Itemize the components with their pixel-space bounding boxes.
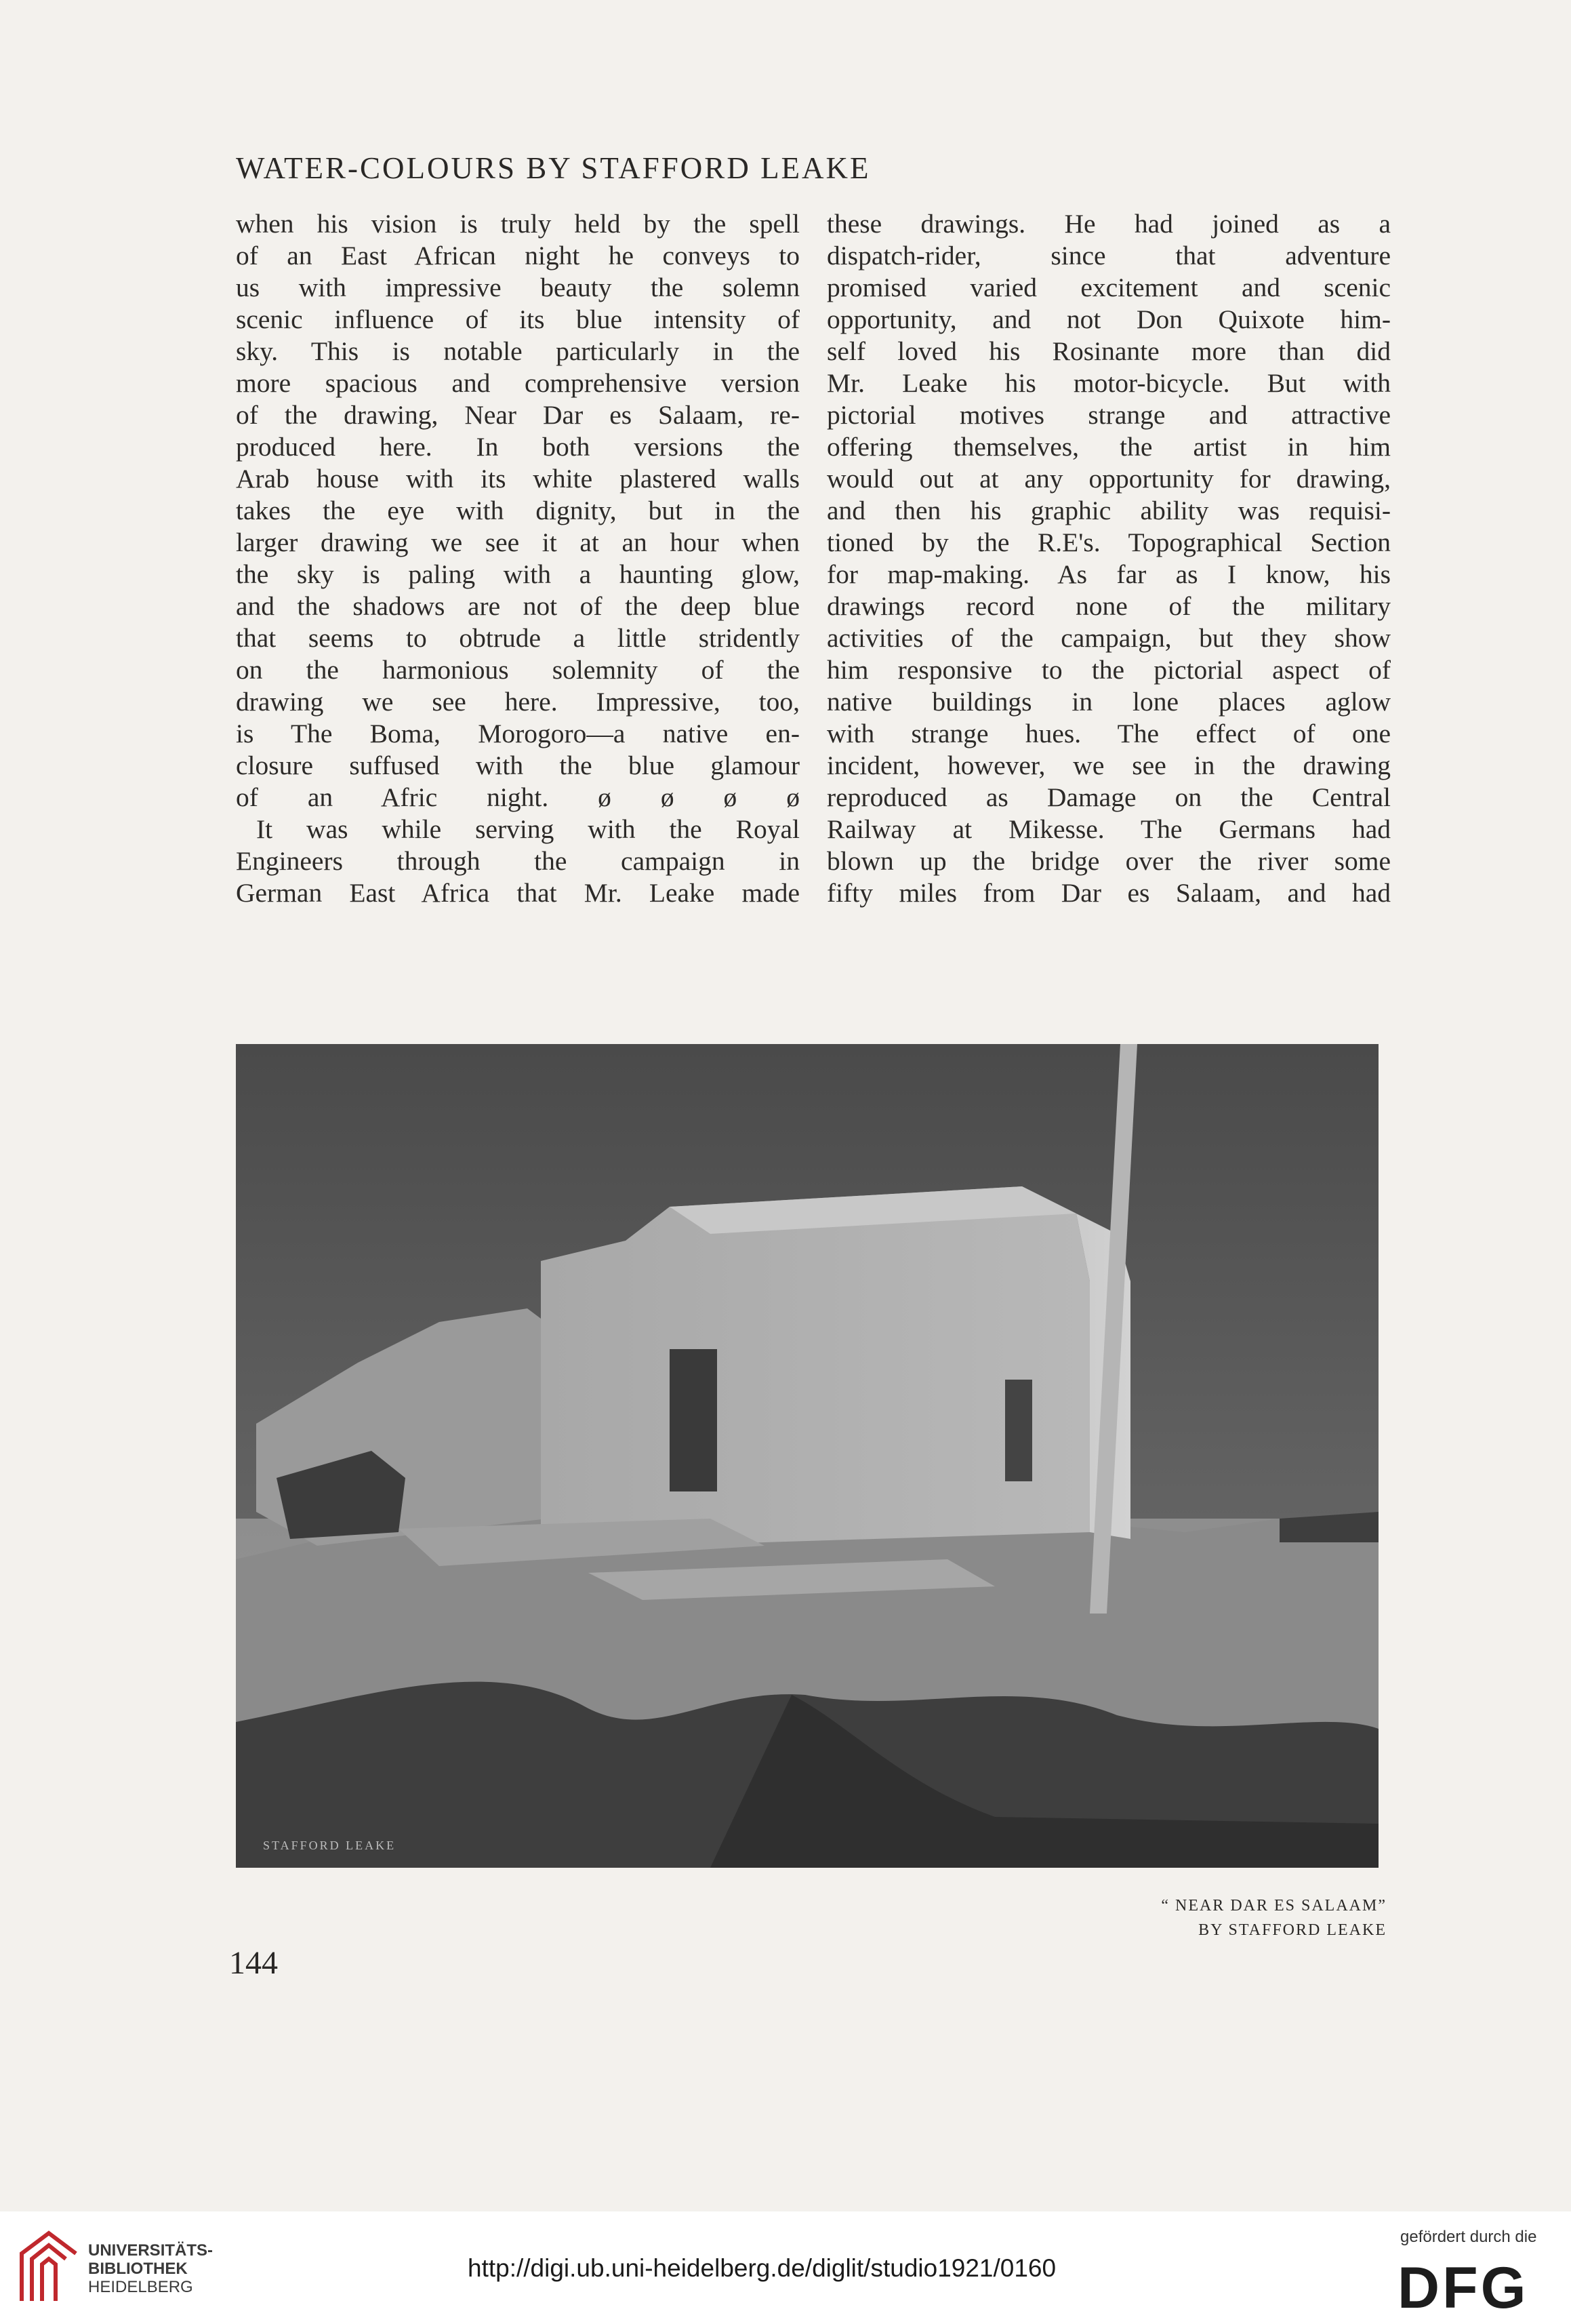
left-text-column — [236, 208, 800, 909]
left-column-line: sky. This is notable particularly in the — [236, 336, 800, 366]
left-column-line: German East Africa that Mr. Leake made — [236, 878, 800, 908]
page-number: 144 — [229, 1945, 278, 1981]
right-column-line: dispatch-rider, since that adventure — [827, 241, 1391, 271]
caption-title: “ NEAR DAR ES SALAAM” — [1161, 1897, 1387, 1915]
running-head: WATER-COLOURS BY STAFFORD LEAKE — [236, 151, 871, 185]
right-column-line: these drawings. He had joined as a — [827, 209, 1391, 239]
left-column-line: that seems to obtrude a little stridently — [236, 623, 800, 653]
library-name — [88, 2241, 213, 2296]
right-column-line: for map-making. As far as I know, his — [827, 559, 1391, 589]
right-column-line: incident, however, we see in the drawing — [827, 750, 1391, 780]
left-column-line: more spacious and comprehensive version — [236, 368, 800, 398]
left-column-line: produced here. In both versions the — [236, 432, 800, 462]
right-column-line: tioned by the R.E's. Topographical Section — [827, 527, 1391, 557]
right-column-line: with strange hues. The effect of one — [827, 719, 1391, 748]
right-column-line: would out at any opportunity for drawing, — [827, 464, 1391, 494]
left-column-line: Arab house with its white plastered walls — [236, 464, 800, 494]
left-column-line: It was while serving with the Royal — [256, 814, 800, 844]
library-name-line1: UNIVERSITÄTS- — [88, 2241, 213, 2260]
left-column-line: drawing we see here. Impressive, too, — [236, 687, 800, 717]
permalink-url[interactable]: http://digi.ub.uni-heidelberg.de/diglit/studio1921/0160 — [468, 2254, 1057, 2282]
right-column-line: Railway at Mikesse. The Germans had — [827, 814, 1391, 844]
library-name-line2: BIBLIOTHEK — [88, 2260, 188, 2278]
illustration-near-dar-es-salaam — [236, 1044, 1379, 1868]
left-column-line: when his vision is truly held by the spell — [236, 209, 800, 239]
left-column-line: Engineers through the campaign in — [236, 846, 800, 876]
university-library-logo-icon[interactable] — [15, 2226, 83, 2308]
house-window — [1005, 1380, 1032, 1481]
left-column-line: of the drawing, Near Dar es Salaam, re- — [236, 400, 800, 430]
right-column-line: reproduced as Damage on the Central — [827, 782, 1391, 812]
left-column-line: us with impressive beauty the solemn — [236, 273, 800, 302]
right-column-line: him responsive to the pictorial aspect of — [827, 655, 1391, 685]
right-column-line: and then his graphic ability was requisi- — [827, 496, 1391, 525]
right-column-line: self loved his Rosinante more than did — [827, 336, 1391, 366]
right-column-line: drawings record none of the military — [827, 591, 1391, 621]
right-column-line: offering themselves, the artist in him — [827, 432, 1391, 462]
left-column-line: the sky is paling with a haunting glow, — [236, 559, 800, 589]
right-column-line: promised varied excitement and scenic — [827, 273, 1391, 302]
right-column-line: fifty miles from Dar es Salaam, and had — [827, 878, 1391, 908]
caption-byline: BY STAFFORD LEAKE — [1198, 1921, 1387, 1939]
library-name-line3: HEIDELBERG — [88, 2278, 193, 2296]
left-column-line: of an Afric night. ø ø ø ø — [236, 782, 800, 812]
dfg-logo[interactable]: DFG — [1397, 2256, 1529, 2321]
left-column-line: is The Boma, Morogoro—a native en- — [236, 719, 800, 748]
right-text-column — [827, 208, 1391, 909]
left-column-line: takes the eye with dignity, but in the — [236, 496, 800, 525]
left-column-line: scenic influence of its blue intensity of — [236, 304, 800, 334]
funding-note: gefördert durch die — [1400, 2228, 1537, 2246]
left-column-line: and the shadows are not of the deep blue — [236, 591, 800, 621]
left-column-line: on the harmonious solemnity of the — [236, 655, 800, 685]
right-column-line: Mr. Leake his motor-bicycle. But with — [827, 368, 1391, 398]
left-column-line: of an East African night he conveys to — [236, 241, 800, 271]
house-doorway — [670, 1349, 717, 1491]
right-column-line: activities of the campaign, but they show — [827, 623, 1391, 653]
right-column-line: opportunity, and not Don Quixote him- — [827, 304, 1391, 334]
left-column-line: closure suffused with the blue glamour — [236, 750, 800, 780]
left-column-line: larger drawing we see it at an hour when — [236, 527, 800, 557]
figure-caption — [1161, 1894, 1387, 1942]
right-column-line: blown up the bridge over the river some — [827, 846, 1391, 876]
artist-signature: STAFFORD LEAKE — [263, 1839, 396, 1852]
right-column-line: native buildings in lone places aglow — [827, 687, 1391, 717]
right-column-line: pictorial motives strange and attractive — [827, 400, 1391, 430]
